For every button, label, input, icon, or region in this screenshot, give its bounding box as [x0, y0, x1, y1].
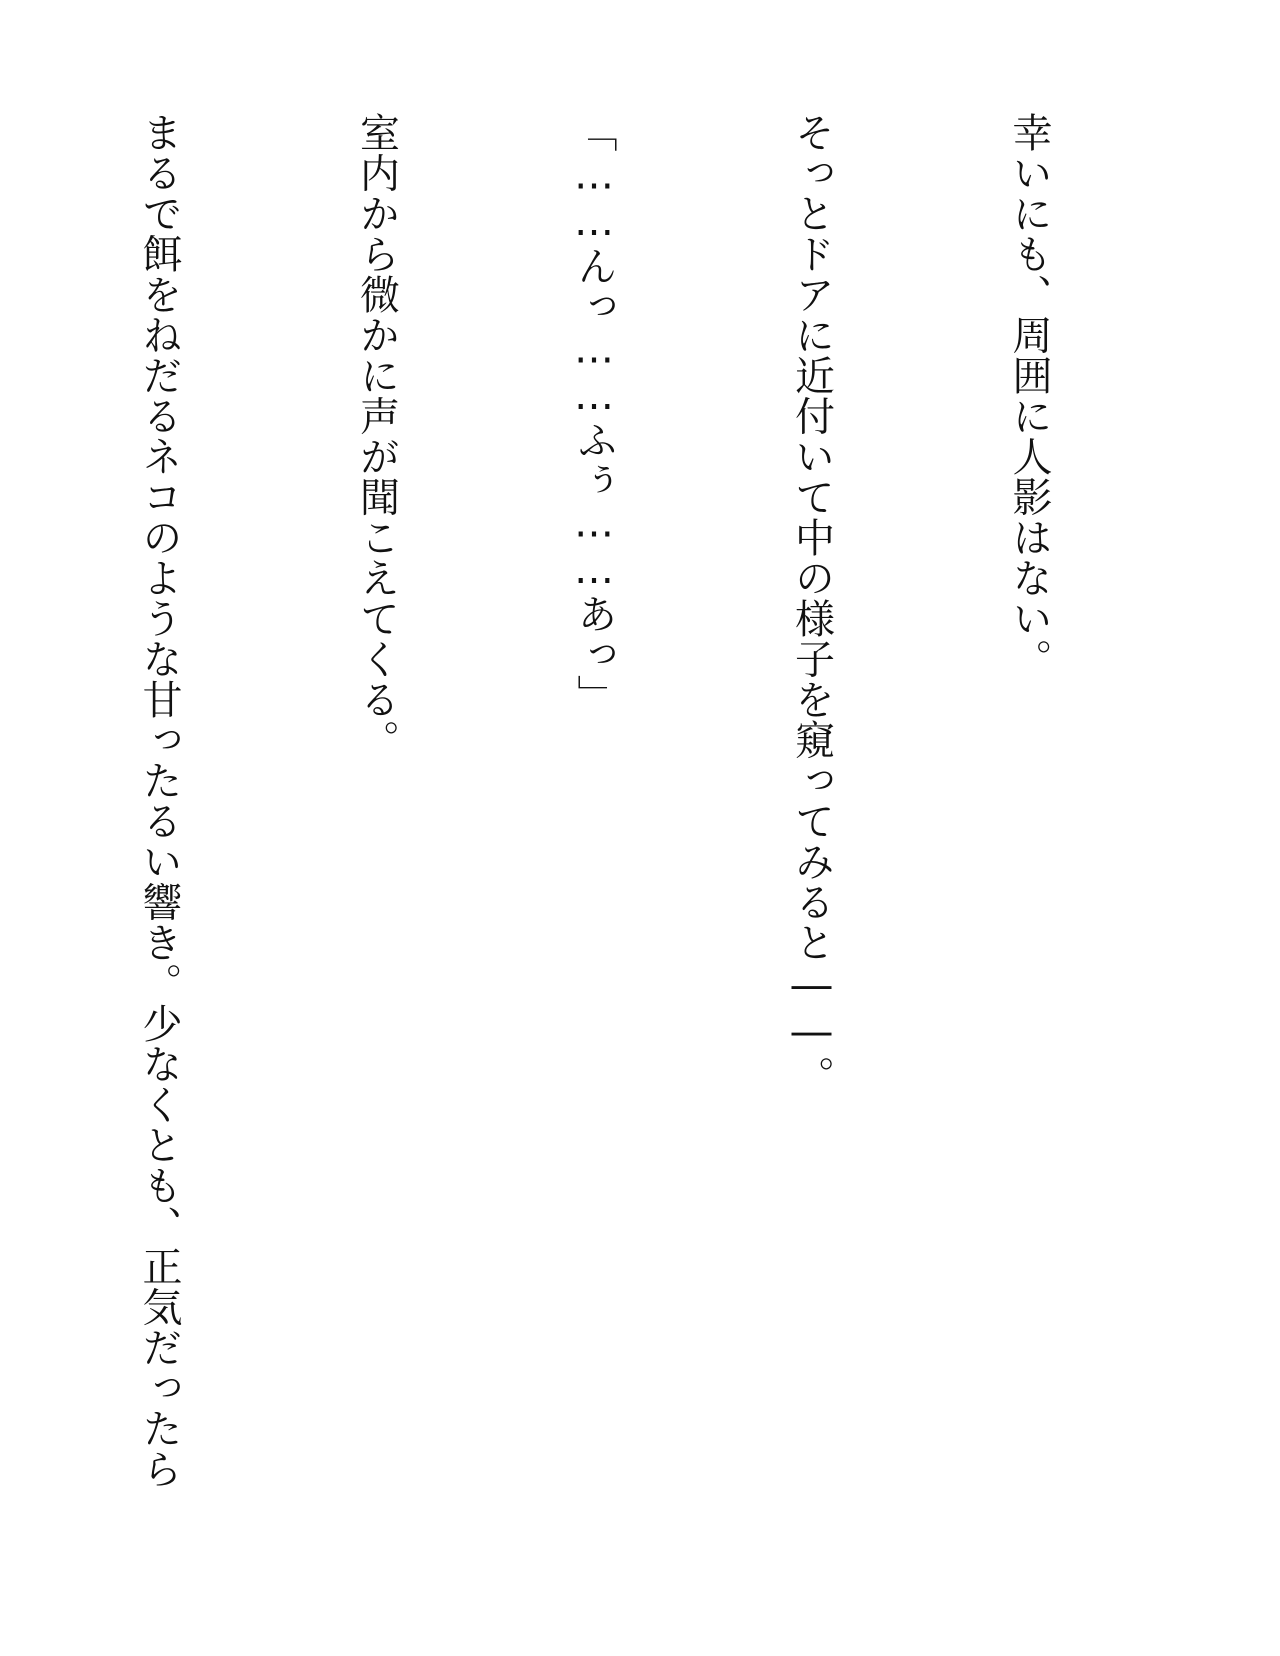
text-line: 「……んっ……ふぅ……あっ」 [571, 112, 617, 715]
body-text [50, 112, 1210, 1642]
text-line: 幸いにも、周囲に人影はない。 [1006, 112, 1052, 679]
text-line: まるで餌をねだるネコのような甘ったるい響き。少なくとも、正気だったら [136, 112, 182, 1489]
text-line: 室内から微かに声が聞こえてくる。 [353, 112, 400, 760]
text-line: そっとドアに近付いて中の様子を窺ってみると――。 [788, 112, 835, 1096]
